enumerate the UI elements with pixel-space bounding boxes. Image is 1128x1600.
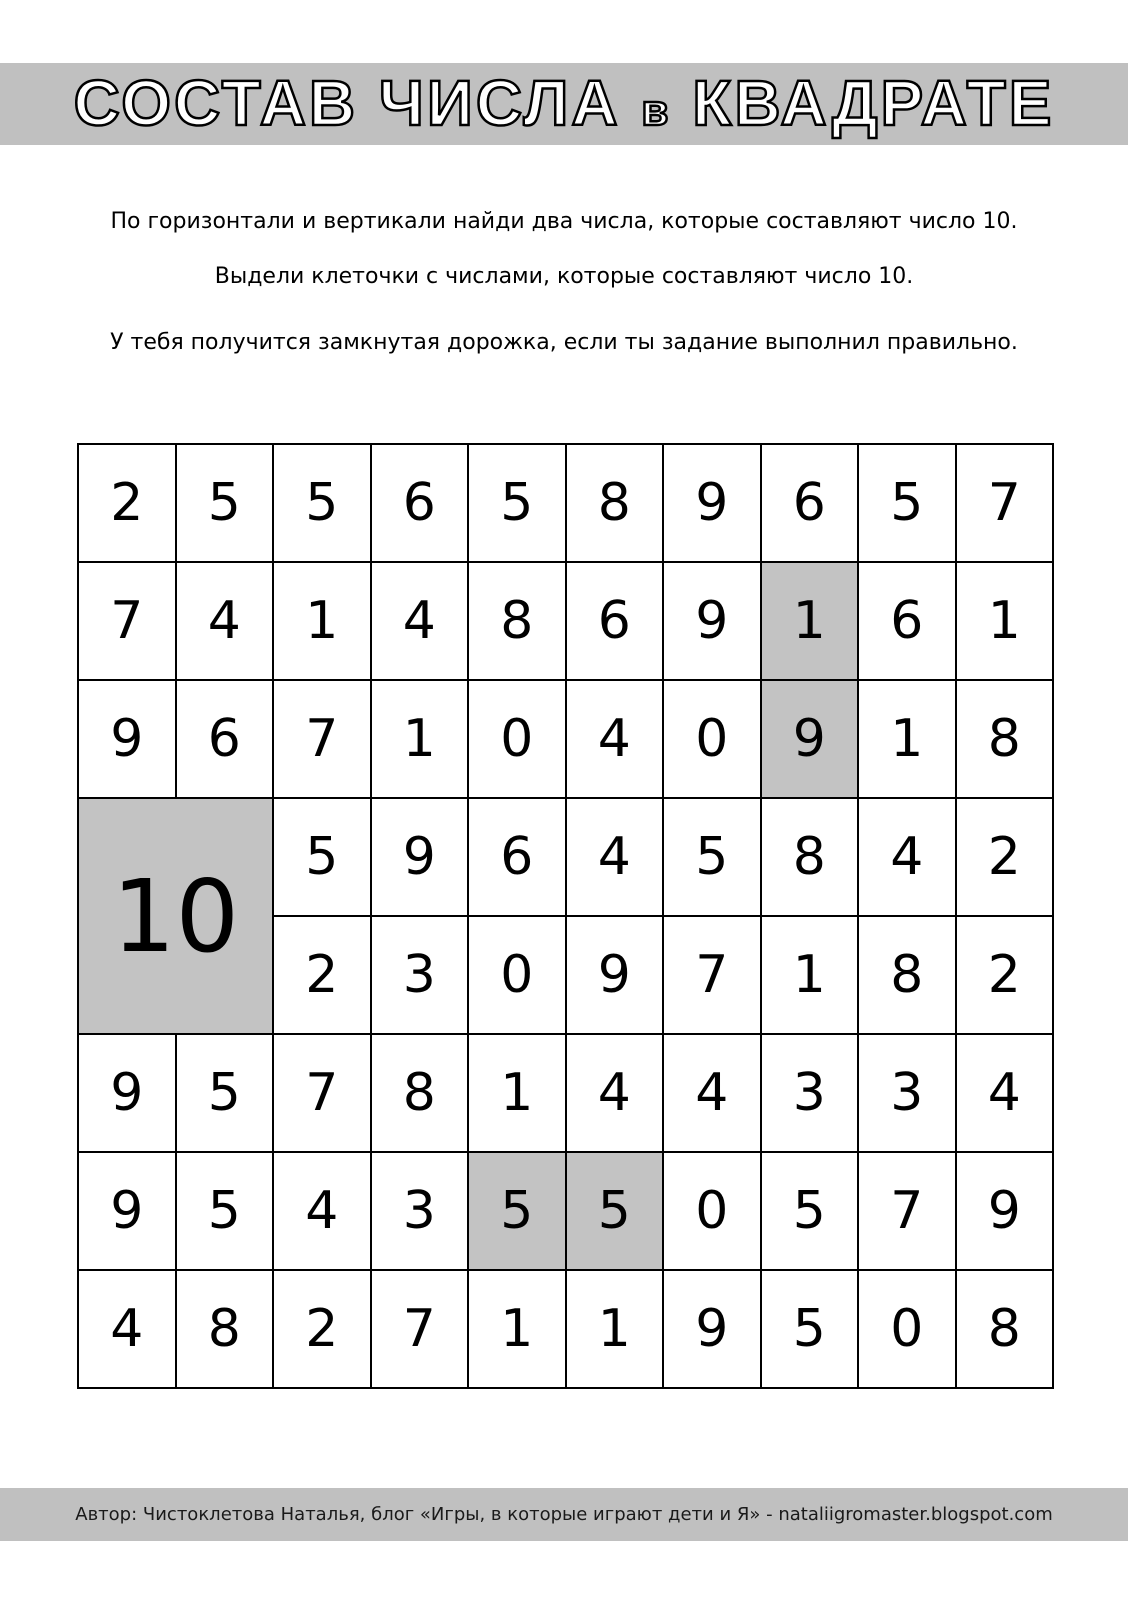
grid-cell[interactable]: 1: [274, 563, 372, 681]
grid-cell[interactable]: 7: [664, 917, 762, 1035]
grid-cell[interactable]: 9: [957, 1153, 1055, 1271]
grid-cell[interactable]: 6: [859, 563, 957, 681]
grid-cell[interactable]: 9: [372, 799, 470, 917]
grid-cell[interactable]: 2: [274, 1271, 372, 1389]
grid-cell[interactable]: 5: [274, 799, 372, 917]
grid-cell[interactable]: 1: [469, 1271, 567, 1389]
grid-cell[interactable]: 8: [567, 445, 665, 563]
instruction-line-2: Выдели клеточки с числами, которые составляют число 10.: [214, 264, 914, 289]
grid-cell[interactable]: 8: [372, 1035, 470, 1153]
grid-cell[interactable]: 5: [177, 445, 275, 563]
grid-cell[interactable]: 4: [567, 1035, 665, 1153]
grid-cell[interactable]: 9: [79, 1035, 177, 1153]
grid-cell[interactable]: 4: [859, 799, 957, 917]
grid-cell[interactable]: 7: [859, 1153, 957, 1271]
grid-cell[interactable]: 9: [664, 1271, 762, 1389]
footer-credit: Автор: Чистоклетова Наталья, блог «Игры, в которые играют дети и Я» - nataliigromaster.blogspot.com: [75, 1504, 1053, 1525]
grid-cell[interactable]: 5: [664, 799, 762, 917]
title-small-word: в: [641, 86, 672, 135]
grid-cell[interactable]: 0: [664, 1153, 762, 1271]
grid-cell[interactable]: 8: [177, 1271, 275, 1389]
grid-cell[interactable]: 3: [372, 1153, 470, 1271]
page-title: [0, 68, 1128, 138]
grid-cell[interactable]: 3: [762, 1035, 860, 1153]
grid-cell[interactable]: 6: [177, 681, 275, 799]
grid-cell[interactable]: 3: [859, 1035, 957, 1153]
grid-cell[interactable]: 5: [762, 1153, 860, 1271]
grid-cell[interactable]: 9: [664, 563, 762, 681]
grid-cell[interactable]: 8: [469, 563, 567, 681]
grid-cell[interactable]: 5: [274, 445, 372, 563]
grid-cell[interactable]: 6: [762, 445, 860, 563]
grid-cell[interactable]: 8: [859, 917, 957, 1035]
grid-cell[interactable]: 7: [274, 1035, 372, 1153]
grid-cell[interactable]: 6: [372, 445, 470, 563]
puzzle-grid: [77, 443, 1054, 1389]
grid-cell[interactable]: 1: [567, 1271, 665, 1389]
grid-cell[interactable]: 3: [372, 917, 470, 1035]
grid-cell[interactable]: 8: [957, 681, 1055, 799]
grid-cell[interactable]: 4: [567, 799, 665, 917]
grid-cell[interactable]: 9: [664, 445, 762, 563]
grid-cell[interactable]: 8: [957, 1271, 1055, 1389]
instruction-line-1: По горизонтали и вертикали найди два числа, которые составляют число 10.: [110, 209, 1018, 234]
title-part-1: СОСТАВ ЧИСЛА: [73, 67, 642, 139]
grid-cell[interactable]: 6: [469, 799, 567, 917]
grid-cell[interactable]: 0: [469, 917, 567, 1035]
highlighted-grid-cell[interactable]: 9: [762, 681, 860, 799]
grid-cell[interactable]: 7: [79, 563, 177, 681]
grid-cell[interactable]: 1: [469, 1035, 567, 1153]
grid-cell[interactable]: 6: [567, 563, 665, 681]
grid-cell[interactable]: 4: [372, 563, 470, 681]
title-part-2: КВАДРАТЕ: [671, 67, 1055, 139]
grid-cell[interactable]: 0: [664, 681, 762, 799]
grid-cell[interactable]: 7: [274, 681, 372, 799]
target-number-cell: 10: [79, 799, 274, 1035]
grid-cell[interactable]: 4: [177, 563, 275, 681]
grid-cell[interactable]: 7: [372, 1271, 470, 1389]
highlighted-grid-cell[interactable]: 5: [469, 1153, 567, 1271]
grid-cell[interactable]: 1: [957, 563, 1055, 681]
grid-cell[interactable]: 8: [762, 799, 860, 917]
grid-cell[interactable]: 1: [372, 681, 470, 799]
grid-cell[interactable]: 4: [567, 681, 665, 799]
grid-cell[interactable]: 9: [79, 681, 177, 799]
grid-cell[interactable]: 5: [177, 1035, 275, 1153]
grid-cell[interactable]: 5: [859, 445, 957, 563]
grid-cell[interactable]: 0: [859, 1271, 957, 1389]
grid-cell[interactable]: 9: [79, 1153, 177, 1271]
grid-cell[interactable]: 4: [79, 1271, 177, 1389]
grid-cell[interactable]: 2: [957, 917, 1055, 1035]
grid-cell[interactable]: 5: [177, 1153, 275, 1271]
grid-cell[interactable]: 4: [664, 1035, 762, 1153]
grid-cell[interactable]: 4: [274, 1153, 372, 1271]
highlighted-grid-cell[interactable]: 1: [762, 563, 860, 681]
grid-cell[interactable]: 0: [469, 681, 567, 799]
grid-cell[interactable]: 2: [957, 799, 1055, 917]
grid-cell[interactable]: 1: [859, 681, 957, 799]
instruction-line-3: У тебя получится замкнутая дорожка, если ты задание выполнил правильно.: [110, 330, 1018, 355]
grid-cell[interactable]: 7: [957, 445, 1055, 563]
grid-cell[interactable]: 5: [469, 445, 567, 563]
grid-cell[interactable]: 2: [274, 917, 372, 1035]
highlighted-grid-cell[interactable]: 5: [567, 1153, 665, 1271]
grid-cell[interactable]: 5: [762, 1271, 860, 1389]
grid-cell[interactable]: 9: [567, 917, 665, 1035]
grid-cell[interactable]: 2: [79, 445, 177, 563]
grid-cell[interactable]: 4: [957, 1035, 1055, 1153]
grid-cell[interactable]: 1: [762, 917, 860, 1035]
